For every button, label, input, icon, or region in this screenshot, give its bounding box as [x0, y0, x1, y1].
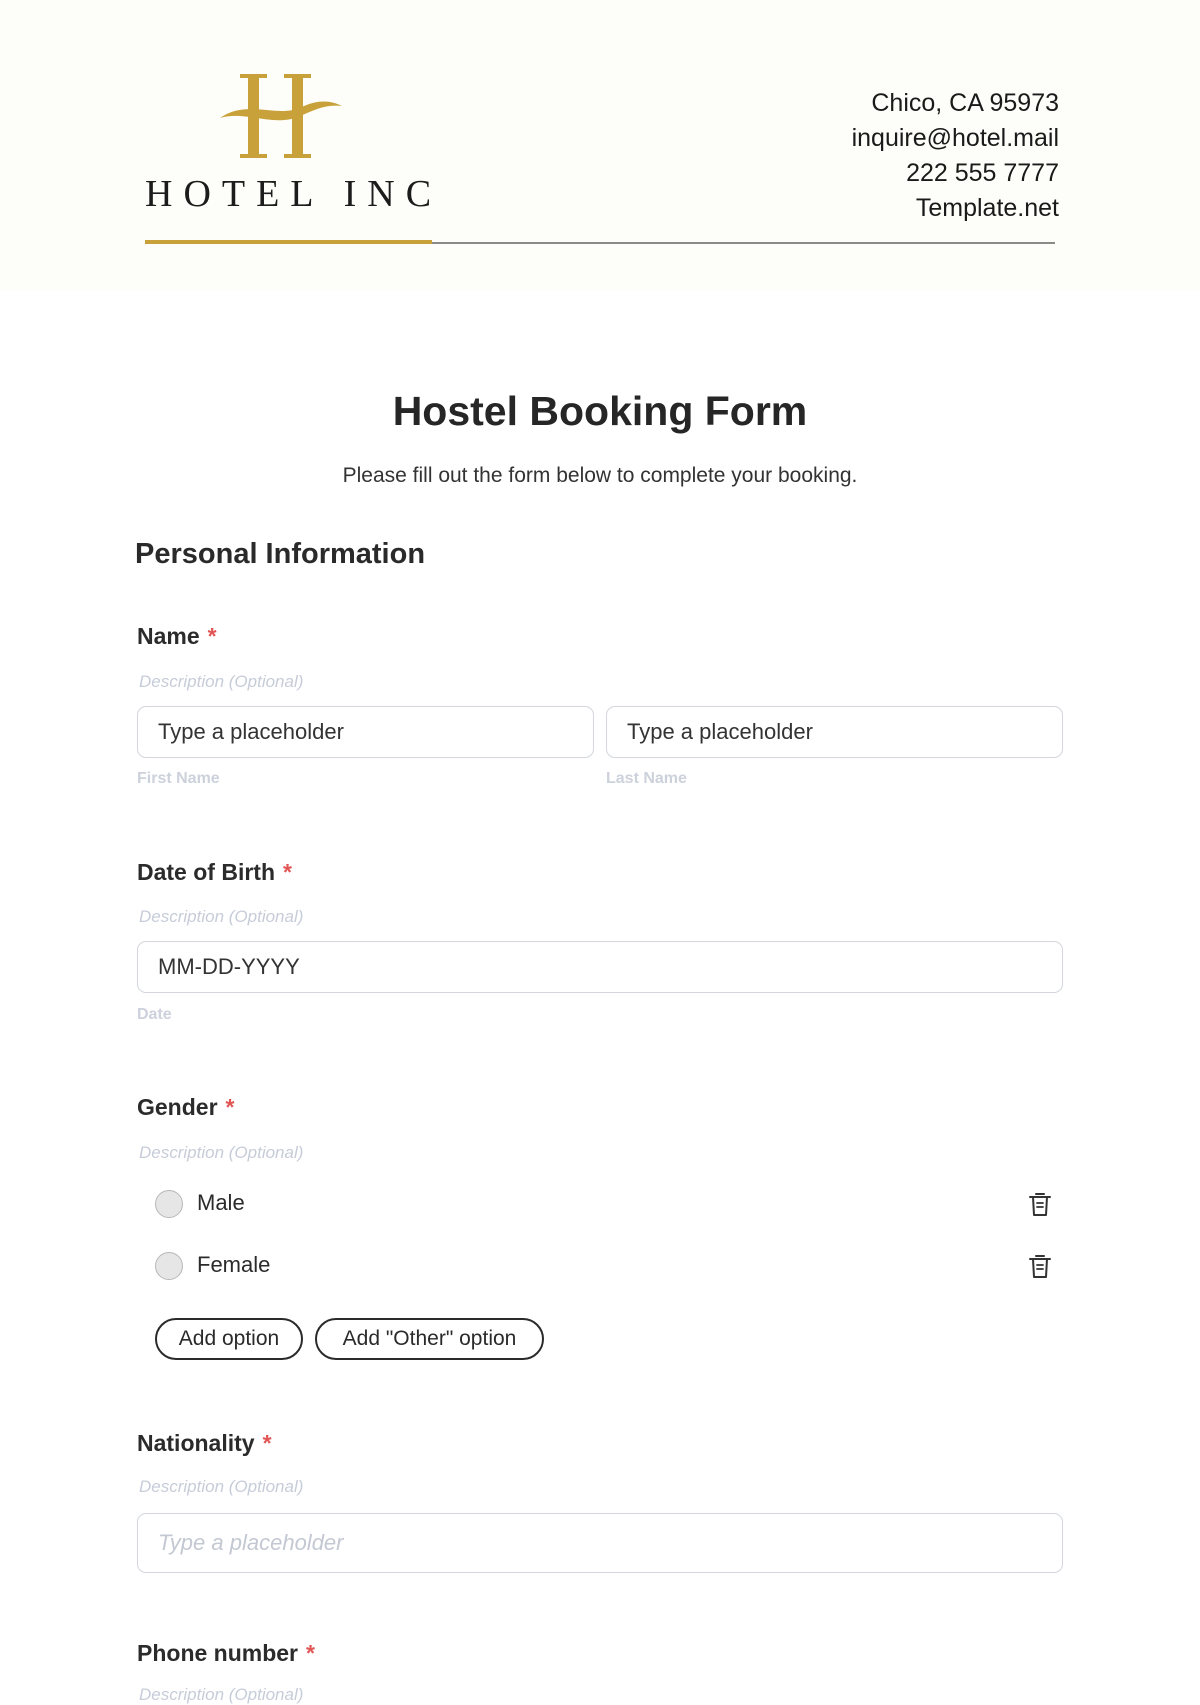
form-subtitle: Please fill out the form below to complete your booking. — [342, 464, 858, 487]
form-title: Hostel Booking Form — [392, 388, 808, 434]
trash-icon[interactable] — [1025, 1251, 1055, 1281]
dob-description[interactable]: Description (Optional) — [139, 907, 304, 926]
name-label — [137, 623, 217, 650]
letterhead — [0, 0, 1200, 290]
required-marker: * — [225, 1094, 235, 1120]
gender-option-male[interactable] — [155, 1188, 1055, 1222]
required-marker: * — [306, 1640, 315, 1666]
gender-label-text: Gender — [137, 1094, 218, 1120]
contact-address: Chico, CA 95973 — [871, 89, 1059, 117]
required-marker: * — [262, 1430, 272, 1456]
first-name-sublabel: First Name — [137, 770, 220, 787]
phone-description[interactable]: Description (Optional) — [139, 1685, 304, 1704]
radio-label: Male — [197, 1190, 245, 1215]
add-option-button[interactable]: Add option — [155, 1318, 303, 1360]
radio-button[interactable] — [155, 1190, 183, 1218]
dob-label — [137, 859, 292, 886]
contact-email: inquire@hotel.mail — [851, 124, 1059, 152]
nationality-description[interactable]: Description (Optional) — [139, 1477, 304, 1496]
first-name-input[interactable]: Type a placeholder — [137, 706, 594, 758]
name-description[interactable]: Description (Optional) — [139, 672, 304, 691]
phone-label — [137, 1640, 315, 1667]
required-marker: * — [283, 859, 292, 885]
hotel-logo-icon — [218, 70, 348, 162]
section-title: Personal Information — [135, 538, 426, 570]
nationality-label-text: Nationality — [137, 1430, 255, 1456]
last-name-input[interactable]: Type a placeholder — [606, 706, 1063, 758]
nationality-label — [137, 1430, 272, 1457]
gender-label — [137, 1094, 234, 1121]
name-label-text: Name — [137, 623, 200, 649]
header-divider — [432, 242, 1055, 244]
phone-label-text: Phone number — [137, 1640, 299, 1666]
contact-phone: 222 555 7777 — [906, 159, 1059, 187]
radio-label: Female — [197, 1252, 271, 1277]
dob-input[interactable]: MM-DD-YYYY — [137, 941, 1063, 993]
radio-button[interactable] — [155, 1252, 183, 1280]
dob-label-text: Date of Birth — [137, 859, 275, 885]
last-name-sublabel: Last Name — [606, 770, 687, 787]
add-other-option-button[interactable]: Add "Other" option — [315, 1318, 544, 1360]
nationality-input[interactable]: Type a placeholder — [137, 1513, 1063, 1573]
dob-sublabel: Date — [137, 1006, 172, 1023]
contact-website: Template.net — [915, 194, 1059, 222]
required-marker: * — [207, 623, 217, 649]
trash-icon[interactable] — [1025, 1189, 1055, 1219]
contact-block — [852, 86, 1059, 226]
gender-option-female[interactable] — [155, 1250, 1055, 1284]
gender-description[interactable]: Description (Optional) — [139, 1143, 304, 1162]
hotel-name-logo: HOTEL INC — [145, 173, 443, 215]
header-accent-line — [145, 240, 432, 244]
